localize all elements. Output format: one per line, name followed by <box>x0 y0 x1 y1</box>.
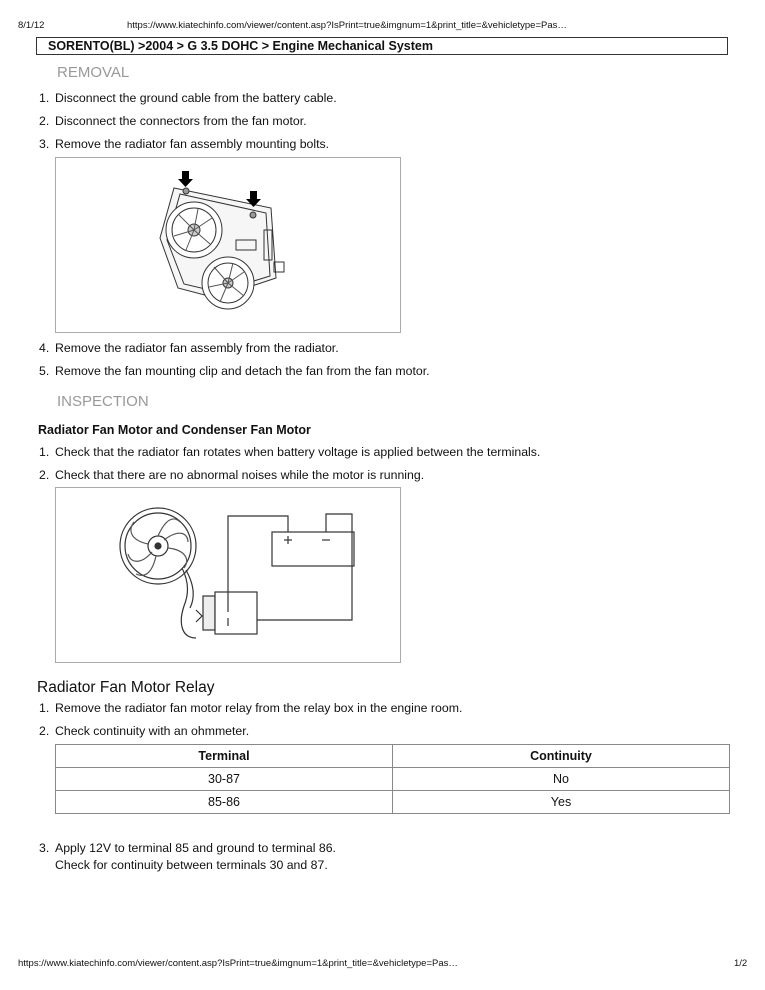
table-cell: 30-87 <box>56 768 393 791</box>
relay-title: Radiator Fan Motor Relay <box>37 679 215 696</box>
page-number: 1/2 <box>734 958 748 969</box>
table-cell: 85-86 <box>56 791 393 814</box>
table-cell: No <box>393 768 730 791</box>
removal-title: REMOVAL <box>57 64 130 81</box>
fan-motor-test-illustration <box>56 488 402 664</box>
fan-assembly-figure <box>55 157 401 333</box>
inspection-title: INSPECTION <box>57 393 149 410</box>
table-row <box>56 768 730 791</box>
fan-motor-test-figure <box>55 487 401 663</box>
table-row <box>56 791 730 814</box>
print-date: 8/1/12 <box>18 20 45 31</box>
continuity-table <box>55 744 730 814</box>
fan-assembly-illustration <box>56 158 402 334</box>
column-header-terminal: Terminal <box>56 745 393 768</box>
inspection-subtitle: Radiator Fan Motor and Condenser Fan Motor <box>38 423 311 437</box>
print-url: https://www.kiatechinfo.com/viewer/content.asp?IsPrint=true&imgnum=1&print_title=&vehicletype=Pas… <box>127 20 567 31</box>
footer-url: https://www.kiatechinfo.com/viewer/content.asp?IsPrint=true&imgnum=1&print_title=&vehicletype=Pas… <box>18 958 458 969</box>
table-header-row <box>56 745 730 768</box>
column-header-continuity: Continuity <box>393 745 730 768</box>
table-cell: Yes <box>393 791 730 814</box>
breadcrumb: SORENTO(BL) >2004 > G 3.5 DOHC > Engine Mechanical System <box>36 37 728 55</box>
